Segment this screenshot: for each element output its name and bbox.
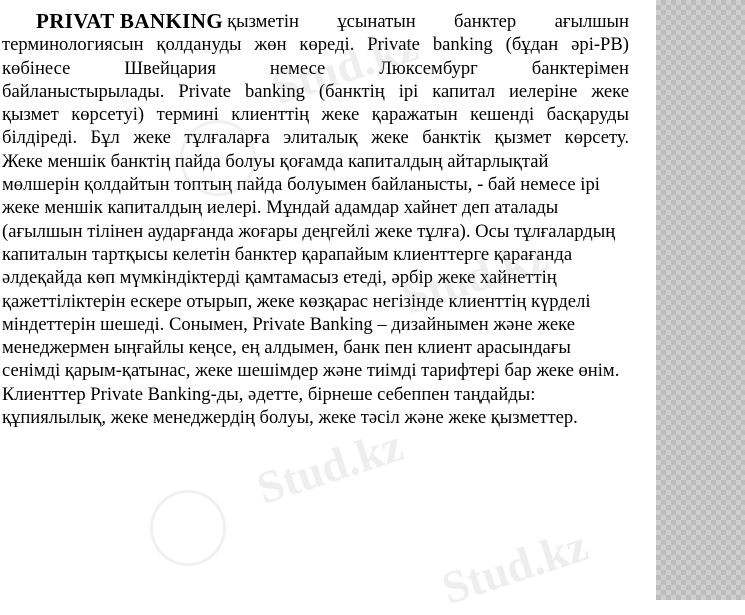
line-2: терминологиясын қолдануды жөн көреді. Private banking (бұдан әрі-PB) <box>2 34 629 56</box>
line-6: білдіреді. Бұл жеке тұлғаларға элиталық жеке банктік қызмет көрсету. <box>2 127 629 149</box>
watermark-text: Stud.kz <box>395 229 554 324</box>
watermark-logo-icon <box>150 490 226 566</box>
paragraph-3: Клиенттер Private Banking-ды, әдетте, бірнеше себеппен таңдайды: құпиялылық, жеке менеджердің болуы, жеке тәсіл және жеке қызметтер. <box>2 383 578 429</box>
document-body <box>2 10 629 429</box>
watermark-text: Stud.kz <box>250 419 409 514</box>
line-5: қызмет көрсетуі) термині клиенттің жеке қаражатын кешенді басқаруды <box>2 104 629 126</box>
lead-term: PRIVAT BANKING <box>36 9 224 33</box>
paragraph-1 <box>2 10 629 150</box>
line-4: байланыстырылады. Private banking (банктің ірі капитал иелеріне жеке <box>2 80 629 102</box>
paragraph-2: Жеке меншік банктің пайда болуы қоғамда капиталдың айтарлықтай мөлшерін қолдайтын топтың пайда болуымен байланысты, - бай немесе ірі жеке меншік капиталдың иелері. Мұндай адамдар хайнет деп аталады (ағылшын тілінен аударғанда жоғары деңгейлі жеке тұлға). Осы тұлғалардың капиталын тартқысы келетін банктер қарапайым клиенттерге қарағанда әлдеқайда көп мүмкіндіктерді қамтамасыз етеді, әрбір жеке хайнеттің қажеттіліктерін ескере отырып, жеке көзқарас негізінде клиенттің күрделі міндеттерін шешеді. Сонымен, Private Banking – дизайнымен және жеке менеджермен ыңғайлы кеңсе, ең алдымен, банк пен клиент арасындағы сенімді қарым-қатынас, жеке шешімдер және тиімді тарифтері бар жеке өнім. <box>2 150 620 382</box>
line-1-text: қызметін ұсынатын банктер ағылшын <box>227 11 629 32</box>
watermark-text: Stud.kz <box>265 19 424 114</box>
line-1 <box>2 10 629 33</box>
decorative-side-strip <box>656 0 745 600</box>
line-3: көбінесе Швейцария немесе Люксембург банктерімен <box>2 57 629 79</box>
watermark-text: Stud.kz <box>435 519 594 614</box>
